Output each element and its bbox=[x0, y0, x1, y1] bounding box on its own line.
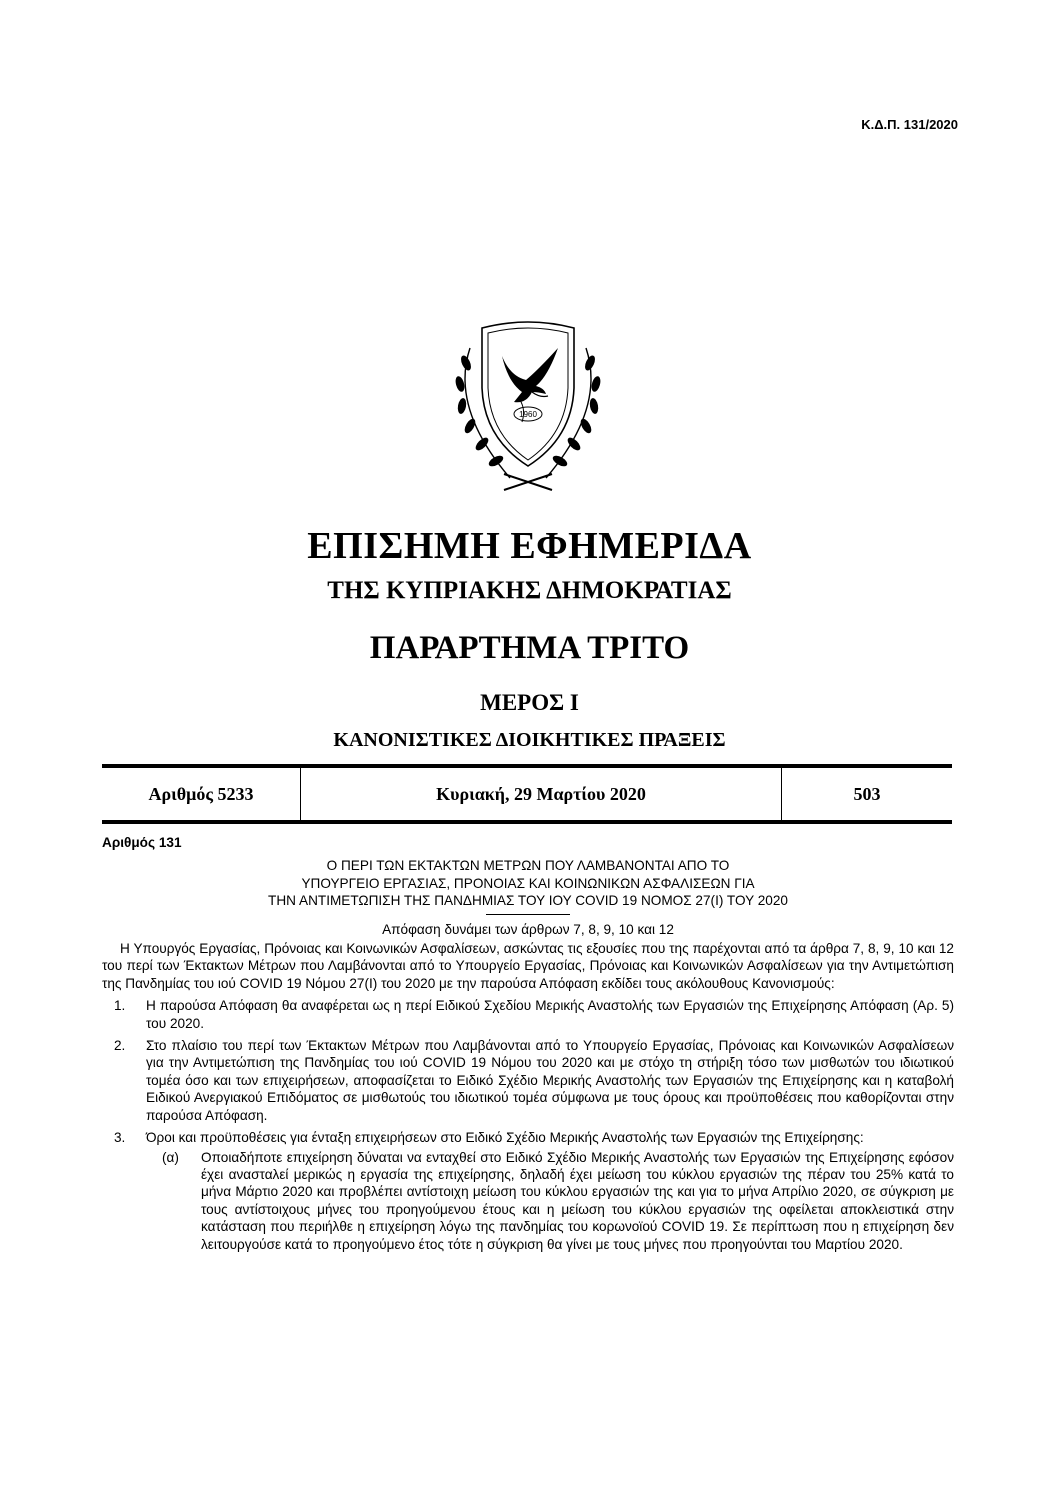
list-item bbox=[102, 997, 954, 1032]
section-title: ΚΑΝΟΝΙΣΤΙΚΕΣ ΔΙΟΙΚΗΤΙΚΕΣ ΠΡΑΞΕΙΣ bbox=[333, 729, 726, 751]
issue-date: Κυριακή, 29 Μαρτίου 2020 bbox=[301, 768, 782, 820]
intro-paragraph: Η Υπουργός Εργασίας, Πρόνοιας και Κοινωνικών Ασφαλίσεων, ασκώντας τις εξουσίες που της παρέχονται από τα άρθρα 7, 8, 9, 10 και 12 του περί των Έκτακτων Μέτρων που Λαμβάνονται από το Υπουργείο Εργασίας, Πρόνοιας και Κοινωνικών Ασφαλίσεων για την Αντιμετώπιση της Πανδημίας του ιού COVID 19 Νόμου 27(Ι) του 2020 με την παρούσα Απόφαση εκδίδει τους ακόλουθους Κανονισμούς: bbox=[102, 941, 954, 991]
issue-info-bar bbox=[102, 764, 952, 824]
issue-number: Αριθμός 5233 bbox=[102, 768, 301, 820]
emblem-year: 1960 bbox=[519, 410, 537, 419]
document-body bbox=[102, 834, 954, 1253]
law-title-line: ΤΗΝ ΑΝΤΙΜΕΤΩΠΙΣΗ ΤΗΣ ΠΑΝΔΗΜΙΑΣ ΤΟΥ ΙΟΥ COVID 19 ΝΟΜΟΣ 27(Ι) ΤΟΥ 2020 bbox=[268, 893, 788, 909]
item-text: Η παρούσα Απόφαση θα αναφέρεται ως η περί Ειδικού Σχεδίου Μερικής Αναστολής των Εργασιών της Επιχείρησης Απόφαση (Αρ. 5) του 2020. bbox=[146, 998, 954, 1031]
item-number: 1. bbox=[114, 998, 126, 1014]
sub-item bbox=[146, 1149, 954, 1253]
issue-page: 503 bbox=[853, 783, 881, 804]
item-text: Όροι και προϋποθέσεις για ένταξη επιχειρήσεων στο Ειδικό Σχέδιο Μερικής Αναστολής των Εργασιών της Επιχείρησης: bbox=[146, 1130, 864, 1146]
document-reference-code: Κ.Δ.Π. 131/2020 bbox=[861, 117, 958, 132]
cyprus-coat-of-arms-icon bbox=[440, 318, 616, 496]
list-item bbox=[102, 1129, 954, 1146]
sub-item-text: Οποιαδήποτε επιχείρηση δύναται να ενταχθεί στο Ειδικό Σχέδιο Μερικής Αναστολής των Εργασιών της Επιχείρησης εφόσον έχει ανασταλεί μερικώς η εργασία της επιχείρησης, δηλαδή έχει μείωση του κύκλου εργασιών της πέραν του 25% κατά το μήνα Μάρτιο 2020 και προβλέπει αντίστοιχη μείωση του κύκλου εργασιών της και για το μήνα Απρίλιο 2020, σε σύγκριση με τους αντίστοιχους μήνες του προηγούμενου έτους και η μείωση του κύκλου εργασιών της οφείλεται αποκλειστικά στην κατάσταση που περιήλθε η επιχείρηση λόγω της πανδημίας του κορωνοϊού COVID 19. Σε περίπτωση που η επιχείρηση δεν λειτουργούσε κατά το προηγούμενο έτος τότε η σύγκριση θα γίνει με τους μήνες που προηγούνται του Μαρτίου 2020. bbox=[201, 1149, 954, 1252]
list-item bbox=[102, 1037, 954, 1124]
law-title bbox=[102, 857, 954, 909]
decision-number: Αριθμός 131 bbox=[102, 835, 182, 850]
item-number: 3. bbox=[114, 1130, 126, 1146]
law-title-line: Ο ΠΕΡΙ ΤΩΝ ΕΚΤΑΚΤΩΝ ΜΕΤΡΩΝ ΠΟΥ ΛΑΜΒΑΝΟΝΤΑΙ ΑΠΟ ΤΟ bbox=[326, 858, 730, 874]
gazette-title: ΕΠΙΣΗΜΗ ΕΦΗΜΕΡΙΔΑ bbox=[307, 525, 752, 567]
part-title: ΜΕΡΟΣ Ι bbox=[480, 690, 579, 715]
divider bbox=[486, 914, 570, 915]
law-title-line: ΥΠΟΥΡΓΕΙΟ ΕΡΓΑΣΙΑΣ, ΠΡΟΝΟΙΑΣ ΚΑΙ ΚΟΙΝΩΝΙΚΩΝ ΑΣΦΑΛΙΣΕΩΝ ΓΙΑ bbox=[301, 875, 755, 891]
item-number: 2. bbox=[114, 1038, 126, 1054]
legal-basis: Απόφαση δυνάμει των άρθρων 7, 8, 9, 10 και 12 bbox=[382, 921, 674, 937]
sub-item-letter: (α) bbox=[162, 1149, 179, 1165]
item-text: Στο πλαίσιο του περί των Έκτακτων Μέτρων που Λαμβάνονται από το Υπουργείο Εργασίας, Πρόνοιας και Κοινωνικών Ασφαλίσεων για την Αντιμετώπιση της Πανδημίας του ιού COVID 19 Νόμου του 2020 και με στόχο τη στήριξη τόσο των μισθωτών του ιδιωτικού τομέα όσο και των επιχειρήσεων, αποφασίζεται το Ειδικό Σχέδιο Μερικής Αναστολής των Εργασιών της Επιχείρησης και η καταβολή Ειδικού Ανεργιακού Επιδόματος σε μισθωτούς του ιδιωτικού τομέα σύμφωνα με τους όρους και προϋποθέσεις που καθορίζονται στην παρούσα Απόφαση. bbox=[146, 1038, 954, 1123]
gazette-subtitle: ΤΗΣ ΚΥΠΡΙΑΚΗΣ ΔΗΜΟΚΡΑΤΙΑΣ bbox=[327, 577, 732, 604]
supplement-title: ΠΑΡΑΡΤΗΜΑ ΤΡΙΤΟ bbox=[369, 630, 690, 666]
